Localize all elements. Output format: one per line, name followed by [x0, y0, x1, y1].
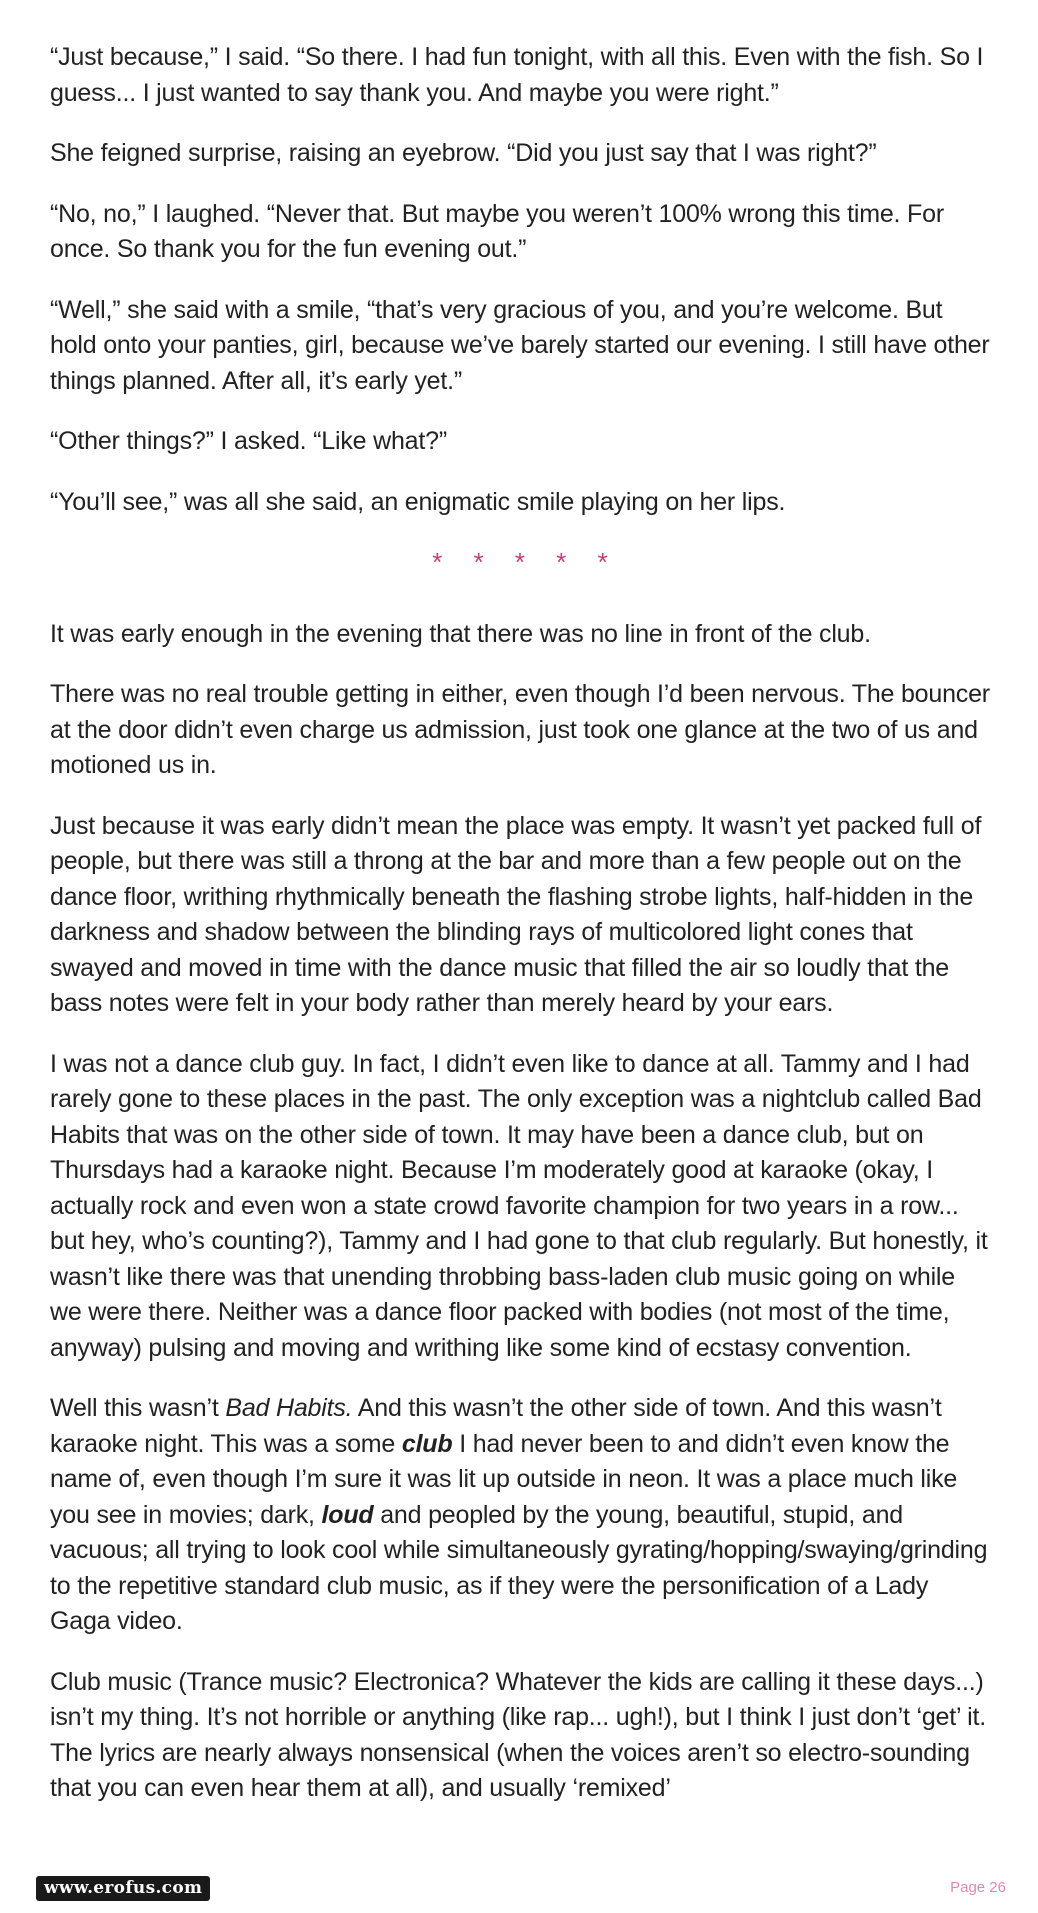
paragraph: It was early enough in the evening that there was no line in front of the club.: [50, 619, 871, 648]
scene-separator: * * * * *: [432, 547, 620, 577]
text-run: I had never been to and didn’t even know the name of, even though I’m sure it was lit up outside in neon. It was a place much like you see in movies; dark,: [50, 1429, 958, 1529]
italic-title: Bad Habits.: [225, 1394, 353, 1422]
watermark-link[interactable]: www.erofus.com: [36, 1876, 210, 1901]
paragraph-bad-habits: [50, 1391, 990, 1640]
paragraph: I was not a dance club guy. In fact, I didn’t even like to dance at all. Tammy and I had rarely gone to these places in the past. The only exception was a nightclub called Bad Habits that was on the other side of town. It may have been a dance club, but on Thursdays had a karaoke night. Because I’m moderately good at karaoke (okay, I actually rock and even won a state crowd favorite champion for two years in a row... but hey, who’s counting?), Tammy and I had gone to that club regularly. But honestly, it wasn’t like there was that unending throbbing bass-laden club music going on while we were there. Neither was a dance floor packed with bodies (not most of the time, anyway) pulsing and moving and writhing like some kind of ecstasy convention.: [50, 1049, 988, 1362]
paragraph: She feigned surprise, raising an eyebrow. “Did you just say that I was right?”: [50, 139, 877, 167]
document-page: [50, 40, 990, 1832]
bold-italic-word: club: [401, 1429, 453, 1458]
text-run: Well this wasn’t: [50, 1394, 226, 1422]
paragraph: “You’ll see,” was all she said, an enigmatic smile playing on her lips.: [50, 487, 786, 516]
paragraph: “Just because,” I said. “So there. I had fun tonight, with all this. Even with the fish. So I guess... I just wanted to say thank you. And maybe you were right.”: [50, 43, 984, 107]
text-run: and peopled by the young, beautiful, stupid, and vacuous; all trying to look cool while simultaneously gyrating/hopping/swaying/grinding to the repetitive standard club music, as if they were the personification of a Lady Gaga video.: [50, 1500, 988, 1635]
paragraph: Just because it was early didn’t mean the place was empty. It wasn’t yet packed full of people, but there was still a throng at the bar and more than a few people out on the dance floor, writhing rhythmically beneath the flashing strobe lights, half-hidden in the darkness and shadow between the blinding rays of multicolored light cones that swayed and moved in time with the dance music that filled the air so loudly that the bass notes were felt in your body rather than merely heard by your ears.: [50, 811, 982, 1017]
paragraph: “No, no,” I laughed. “Never that. But maybe you weren’t 100% wrong this time. For once. So thank you for the fun evening out.”: [50, 199, 944, 263]
paragraph: “Other things?” I asked. “Like what?”: [50, 427, 447, 455]
paragraph: “Well,” she said with a smile, “that’s very gracious of you, and you’re welcome. But hold onto your panties, girl, because we’ve barely started our evening. I still have other things planned. After all, it’s early yet.”: [50, 295, 990, 395]
text-run: And this wasn’t the other side of town. And this wasn’t karaoke night. This was a some: [50, 1394, 942, 1458]
page-number: Page 26: [950, 1879, 1006, 1896]
paragraph: There was no real trouble getting in either, even though I’d been nervous. The bouncer at the door didn’t even charge us admission, just took one glance at the two of us and motioned us in.: [50, 680, 990, 779]
bold-italic-word: loud: [321, 1500, 374, 1529]
paragraph: Club music (Trance music? Electronica? Whatever the kids are calling it these days...) isn’t my thing. It’s not horrible or anything (like rap... ugh!), but I think I just don’t ‘get’ it. The lyrics are nearly always nonsensical (when the voices aren’t so electro-sounding that you can even hear them at all), and usually ‘remixed’: [50, 1667, 987, 1802]
